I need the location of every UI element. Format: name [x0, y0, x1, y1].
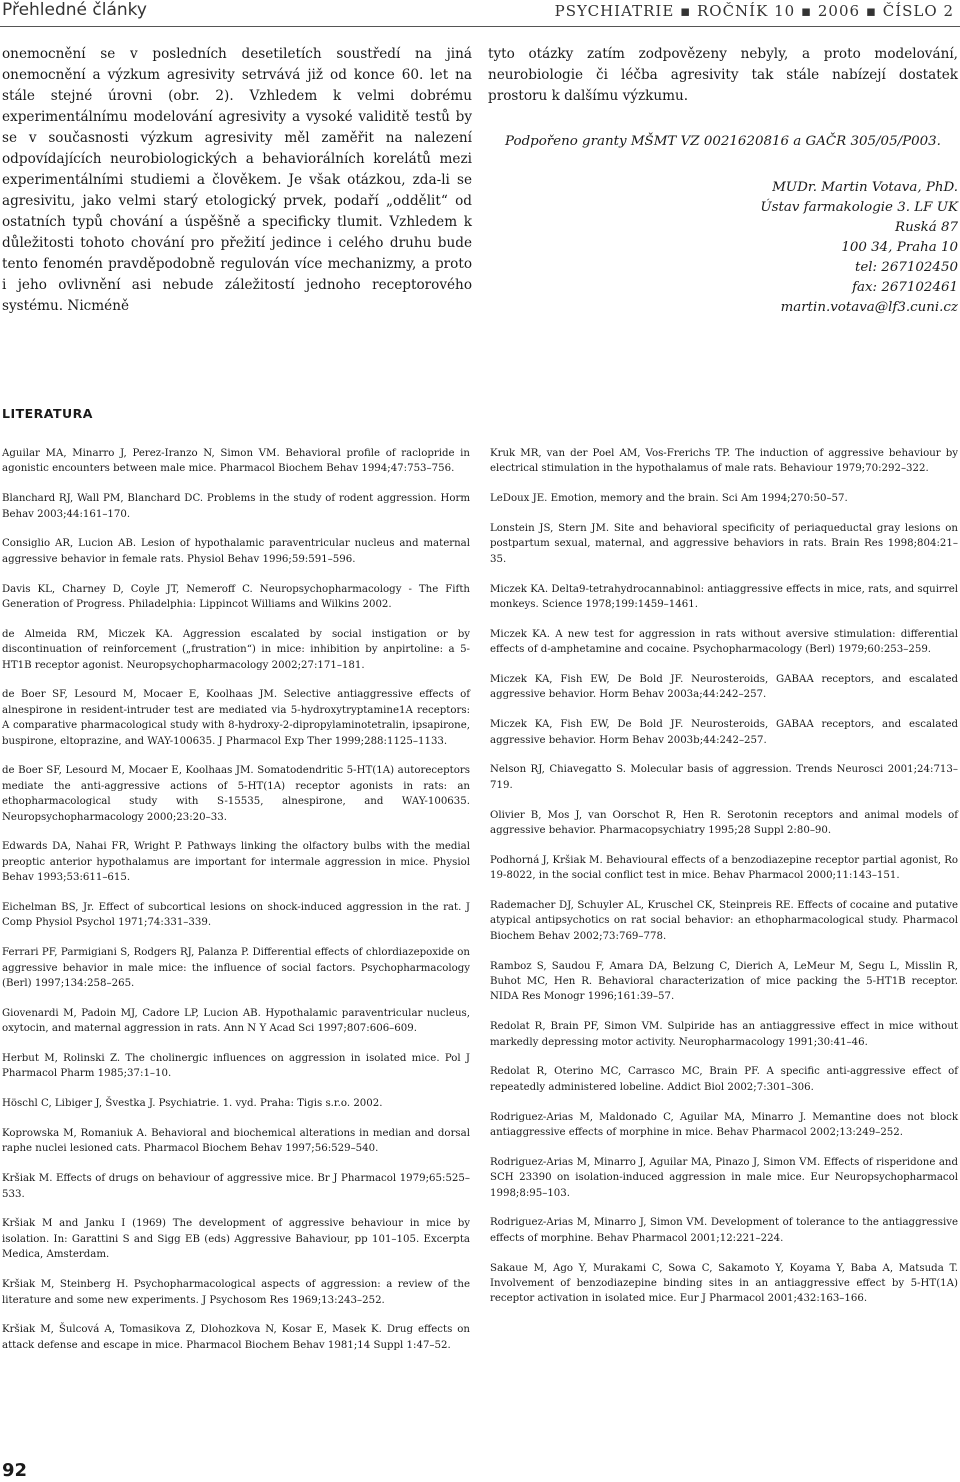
reference-item: Kruk MR, van der Poel AM, Vos-Frerichs TP. The induction of aggressive behaviour by electrical stimulation in the hypothalamus of male rats. Behaviour 1979;70:292–322. [490, 448, 958, 475]
references-column-right [490, 446, 958, 1321]
author-block [488, 178, 958, 318]
reference-item: LeDoux JE. Emotion, memory and the brain. Sci Am 1994;270:50–57. [490, 493, 848, 505]
reference-item: Miczek KA. Delta9-tetrahydrocannabinol: antiaggressive effects in mice, rats, and squirrel monkeys. Science 1978;199:1459–1461. [490, 583, 958, 611]
author-institute: Ústav farmakologie 3. LF UK [760, 200, 958, 215]
reference-item: Rodriguez-Arias M, Minarro J, Aguilar MA, Pinazo J, Simon VM. Effects of risperidone and SCH 23390 on isolation-induced aggression in male mice. Eur Neuropsychopharmacol 1998;8:95–103. [490, 1156, 958, 1199]
reference-item: Kršiak M, Steinberg H. Psychopharmacological aspects of aggression: a review of the literature and some new experiments. J Psychosom Res 1969;13:243–252. [2, 1279, 470, 1306]
body-column-left [2, 44, 472, 317]
reference-item: Lonstein JS, Stern JM. Site and behavioral specificity of periaqueductal gray lesions on postpartum sexual, maternal, and aggressive behaviors in rats. Brain Res 1998;804:21–35. [490, 523, 958, 565]
reference-item: Sakaue M, Ago Y, Murakami C, Sowa C, Sakamoto Y, Koyama Y, Baba A, Matsuda T. Involvement of benzodiazepine binding sites in an antiaggressive effect by 5-HT(1A) receptor activation in isolated mice. Eur J Pharmacol 2001;432:163–166. [490, 1262, 958, 1305]
body-column-right [488, 44, 958, 318]
reference-item: Giovenardi M, Padoin MJ, Cadore LP, Lucion AB. Hypothalamic paraventricular nucleus, oxytocin, and maternal aggression in rats. Ann N Y Acad Sci 1997;807:606–609. [2, 1007, 470, 1035]
page-header [0, 0, 960, 27]
reference-item: Rodriguez-Arias M, Minarro J, Simon VM. Development of tolerance to the antiaggressive effects of morphine. Behav Pharmacol 2001;12:221–224. [490, 1217, 958, 1244]
reference-item: Kršiak M and Janku I (1969) The development of aggressive behaviour in mice by isolation. In: Garattini S and Sigg EB (eds) Aggressive Bahaviour, pp 101–105. Excerpta Medica, Amsterdam. [2, 1218, 470, 1261]
literature-heading: LITERATURA [2, 406, 93, 421]
reference-item: Miczek KA, Fish EW, De Bold JF. Neurosteroids, GABAA receptors, and escalated aggressive behavior. Horm Behav 2003a;44:242–257. [490, 674, 958, 701]
reference-item: Aguilar MA, Minarro J, Perez-Iranzo N, Simon VM. Behavioral profile of raclopride in agonistic encounters between male mice. Pharmacol Biochem Behav 1994;47:753–756. [2, 448, 470, 475]
reference-item: Consiglio AR, Lucion AB. Lesion of hypothalamic paraventricular nucleus and maternal aggressive behavior in female rats. Physiol Behav 1996;59:591–596. [2, 538, 470, 565]
reference-item: Redolat R, Oterino MC, Carrasco MC, Brain PF. A specific anti-aggressive effect of repeatedly administered lobeline. Addict Biol 2002;7:301–306. [490, 1066, 958, 1093]
author-city: 100 34, Praha 10 [841, 240, 958, 255]
reference-item: Kršiak M. Effects of drugs on behaviour of aggressive mice. Br J Pharmacol 1979;65:525–533. [2, 1173, 470, 1200]
author-tel: tel: 267102450 [854, 260, 958, 275]
body-paragraph: tyto otázky zatím zodpovězeny nebyly, a proto modelování, neurobiologie či léčba agresivity tak stále nabízejí dostatek prostoru k dalšímu výzkumu. [488, 46, 958, 104]
reference-item: Ferrari PF, Parmigiani S, Rodgers RJ, Palanza P. Differential effects of chlordiazepoxide on aggressive behavior in male mice: the influence of social factors. Psychopharmacology (Berl) 1997;134:258–265. [2, 947, 470, 990]
journal-info: PSYCHIATRIE ▪ ROČNÍK 10 ▪ 2006 ▪ ČÍSLO 2 [554, 2, 954, 20]
reference-item: Redolat R, Brain PF, Simon VM. Sulpiride has an antiaggressive effect in mice without markedly depressing motor activity. Neuropharmacology 1991;30:41–46. [490, 1021, 958, 1048]
author-street: Ruská 87 [895, 220, 958, 235]
reference-item: Podhorná J, Kršiak M. Behavioural effects of a benzodiazepine receptor partial agonist, Ro 19-8022, in the social conflict test in mice. Behav Pharmacol 2000;11:143–151. [490, 854, 958, 882]
reference-item: Nelson RJ, Chiavegatto S. Molecular basis of aggression. Trends Neurosci 2001;24:713–719. [490, 764, 958, 791]
reference-item: Rodriguez-Arias M, Maldonado C, Aguilar MA, Minarro J. Memantine does not block antiaggressive effects of morphine in mice. Behav Pharmacol 2002;13:249–252. [490, 1111, 958, 1139]
reference-item: de Boer SF, Lesourd M, Mocaer E, Koolhaas JM. Selective antiaggressive effects of alnespirone in resident-intruder test are mediated via 5-hydroxytryptamine1A receptors: A comparative pharmacological study with 8-hydroxy-2-dipropylaminotetralin, ipsapirone, buspirone, eltoprazine, and WAY-100635. J Pharmacol Exp Ther 1999;288:1125–1133. [2, 689, 470, 747]
reference-item: Rademacher DJ, Schuyler AL, Kruschel CK, Steinpreis RE. Effects of cocaine and putative atypical antipsychotics on rat social behavior: an ethopharmacological study. Pharmacol Biochem Behav 2002;73:769–778. [490, 900, 958, 942]
page-number: 92 [2, 1460, 28, 1481]
reference-item: Eichelman BS, Jr. Effect of subcortical lesions on shock-induced aggression in the rat. J Comp Physiol Psychol 1971;74:331–339. [2, 902, 470, 929]
section-title: Přehledné články [2, 0, 147, 20]
reference-item: Höschl C, Libiger J, Švestka J. Psychiatrie. 1. vyd. Praha: Tigis s.r.o. 2002. [2, 1098, 383, 1110]
reference-item: Blanchard RJ, Wall PM, Blanchard DC. Problems in the study of rodent aggression. Horm Behav 2003;44:161–170. [2, 493, 470, 520]
reference-item: Kršiak M, Šulcová A, Tomasikova Z, Dlohozkova N, Kosar E, Masek K. Drug effects on attack defense and escape in mice. Pharmacol Biochem Behav 1981;14 Suppl 1:47–52. [2, 1324, 470, 1351]
reference-item: Miczek KA. A new test for aggression in rats without aversive stimulation: differential effects of d-amphetamine and cocaine. Psychopharmacology (Berl) 1979;60:253–259. [490, 628, 958, 656]
references-column-left [2, 446, 470, 1368]
grant-acknowledgement: Podpořeno granty MŠMT VZ 0021620816 a GAČR 305/05/P003. [505, 134, 941, 149]
author-name: MUDr. Martin Votava, PhD. [772, 180, 958, 195]
body-paragraph: onemocnění se v posledních desetiletích soustředí na jiná onemocnění a výzkum agresivity setrvává již od konce 60. let na stále stejné úrovni (obr. 2). Vzhledem k velmi dobrému experimentálnímu modelování agresivity a vysoké validitě testů by se v současnosti výzkum agresivity měl zaměřit na nalezení odpovídajících neurobiologických a behaviorálních korelátů mezi experimentálními studiemi a člověkem. Je však otázkou, zda-li se agresivitu, jako velmi starý etologický prvek, podaří „oddělit“ od ostatních typů chování a úspěšně a specificky tlumit. Vzhledem k důležitosti tohoto chování pro přežití jedince i celého druhu bude tento fenomén pravděpodobně regulován více mechanizmy, a proto i jeho ovlivnění asi nebude záležitostí jednoho receptorového systému. Nicméně [2, 46, 472, 314]
reference-item: Olivier B, Mos J, van Oorschot R, Hen R. Serotonin receptors and animal models of aggressive behavior. Pharmacopsychiatry 1995;28 Suppl 2:80–90. [490, 809, 958, 837]
reference-item: de Boer SF, Lesourd M, Mocaer E, Koolhaas JM. Somatodendritic 5-HT(1A) autoreceptors mediate the anti-aggressive actions of 5-HT(1A) receptor agonists in rats: an ethopharmacological study with S-15535, alnespirone, and WAY-100635. Neuropsychopharmacology 2000;23:20–33. [2, 765, 470, 823]
author-fax: fax: 267102461 [852, 280, 958, 295]
reference-item: Edwards DA, Nahai FR, Wright P. Pathways linking the olfactory bulbs with the medial preoptic anterior hypothalamus are important for intermale aggression in mice. Physiol Behav 1993;53:611–615. [2, 841, 470, 884]
reference-item: Koprowska M, Romaniuk A. Behavioral and biochemical alterations in median and dorsal raphe nuclei lesioned cats. Pharmacol Biochem Behav 1997;56:529–540. [2, 1128, 470, 1155]
reference-item: de Almeida RM, Miczek KA. Aggression escalated by social instigation or by discontinuation of reinforcement („frustration“) in mice: inhibition by anpirtoline: a 5-HT1B receptor agonist. Neuropsychopharmacology 2002;27:171–181. [2, 628, 470, 671]
reference-item: Ramboz S, Saudou F, Amara DA, Belzung C, Dierich A, LeMeur M, Segu L, Misslin R, Buhot MC, Hen R. Behavioral characterization of mice packing the 5-HT1B receptor. NIDA Res Monogr 1996;161:39–57. [490, 960, 958, 1003]
reference-item: Miczek KA, Fish EW, De Bold JF. Neurosteroids, GABAA receptors, and escalated aggressive behavior. Horm Behav 2003b;44:242–257. [490, 719, 958, 746]
reference-item: Davis KL, Charney D, Coyle JT, Nemeroff C. Neuropsychopharmacology - The Fifth Generation of Progress. Philadelphia: Lippincot Williams and Wilkins 2002. [2, 583, 470, 611]
author-email[interactable]: martin.votava@lf3.cuni.cz [780, 300, 958, 315]
reference-item: Herbut M, Rolinski Z. The cholinergic influences on aggression in isolated mice. Pol J Pharmacol Pharm 1985;37:1–10. [2, 1053, 470, 1080]
